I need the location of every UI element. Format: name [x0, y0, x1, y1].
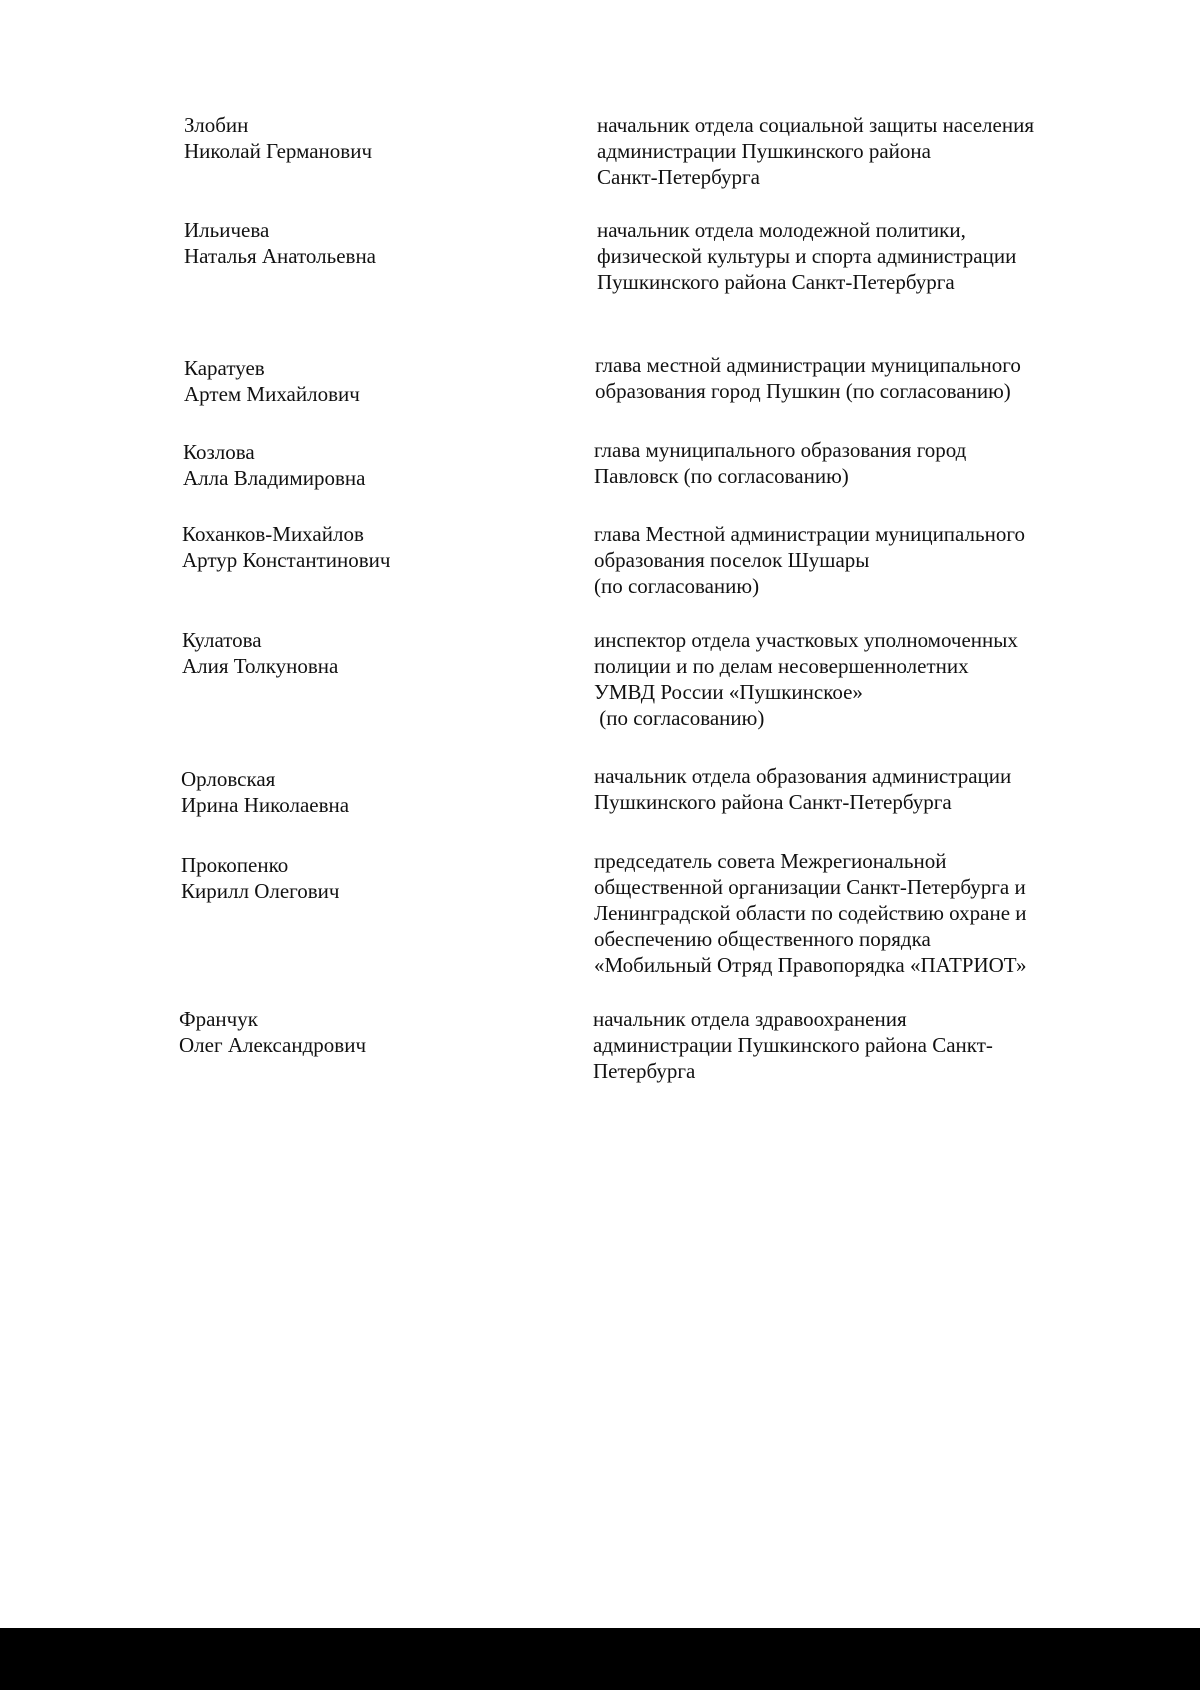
member-role [594, 627, 1200, 731]
role-line: «Мобильный Отряд Правопорядка «ПАТРИОТ» [594, 953, 1027, 977]
member-role [595, 352, 1200, 404]
role-line: начальник отдела образования администрации [594, 764, 1012, 788]
member-name [182, 521, 602, 573]
member-given-names: Ирина Николаевна [181, 793, 350, 817]
member-surname: Каратуев [184, 356, 265, 380]
member-role [594, 848, 1200, 978]
member-given-names: Алия Толкуновна [182, 654, 339, 678]
role-line: УМВД России «Пушкинское» [594, 680, 863, 704]
role-line: инспектор отдела участковых уполномоченных [594, 628, 1018, 652]
member-surname: Ильичева [184, 218, 270, 242]
member-role [594, 763, 1200, 815]
role-line: глава местной администрации муниципального [595, 353, 1021, 377]
member-name [184, 217, 604, 269]
member-role [594, 437, 1200, 489]
role-line: начальник отдела здравоохранения [593, 1007, 907, 1031]
role-line: полиции и по делам несовершеннолетних [594, 654, 969, 678]
member-surname: Орловская [181, 767, 276, 791]
member-name [184, 112, 604, 164]
member-given-names: Алла Владимировна [183, 466, 366, 490]
role-line: обеспечению общественного порядка [594, 927, 931, 951]
role-line: Пушкинского района Санкт-Петербурга [594, 790, 952, 814]
role-line: администрации Пушкинского района Санкт- [593, 1033, 993, 1057]
role-line: администрации Пушкинского района [597, 139, 931, 163]
role-line: физической культуры и спорта администрации [597, 244, 1017, 268]
role-line: начальник отдела социальной защиты населения [597, 113, 1034, 137]
role-line: глава муниципального образования город [594, 438, 967, 462]
member-surname: Кулатова [182, 628, 262, 652]
role-line: глава Местной администрации муниципального [594, 522, 1025, 546]
member-name [181, 852, 601, 904]
role-line: Ленинградской области по содействию охране и [594, 901, 1027, 925]
member-given-names: Николай Германович [184, 139, 373, 163]
member-surname: Злобин [184, 113, 249, 137]
scan-bottom-border [0, 1628, 1200, 1690]
role-line: (по согласованию) [594, 574, 760, 598]
member-name [184, 355, 604, 407]
role-line: образования поселок Шушары [594, 548, 870, 572]
member-role [597, 217, 1200, 295]
role-line: Пушкинского района Санкт-Петербурга [597, 270, 955, 294]
member-role [594, 521, 1200, 599]
role-line: председатель совета Межрегиональной [594, 849, 947, 873]
member-given-names: Олег Александрович [179, 1033, 367, 1057]
member-name [183, 439, 603, 491]
member-surname: Коханков-Михайлов [182, 522, 364, 546]
member-name [182, 627, 602, 679]
member-given-names: Кирилл Олегович [181, 879, 340, 903]
member-given-names: Артур Константинович [182, 548, 391, 572]
member-given-names: Наталья Анатольевна [184, 244, 377, 268]
member-surname: Прокопенко [181, 853, 289, 877]
member-surname: Франчук [179, 1007, 258, 1031]
role-line: образования город Пушкин (по согласованию) [595, 379, 1011, 403]
role-line: Петербурга [593, 1059, 696, 1083]
role-line: (по согласованию) [594, 706, 765, 730]
role-line: Санкт-Петербурга [597, 165, 760, 189]
role-line: Павловск (по согласованию) [594, 464, 849, 488]
member-surname: Козлова [183, 440, 255, 464]
role-line: общественной организации Санкт-Петербурга и [594, 875, 1026, 899]
member-name [181, 766, 601, 818]
role-line: начальник отдела молодежной политики, [597, 218, 966, 242]
member-role [593, 1006, 1200, 1084]
member-role [597, 112, 1200, 190]
member-given-names: Артем Михайлович [184, 382, 360, 406]
member-name [179, 1006, 599, 1058]
